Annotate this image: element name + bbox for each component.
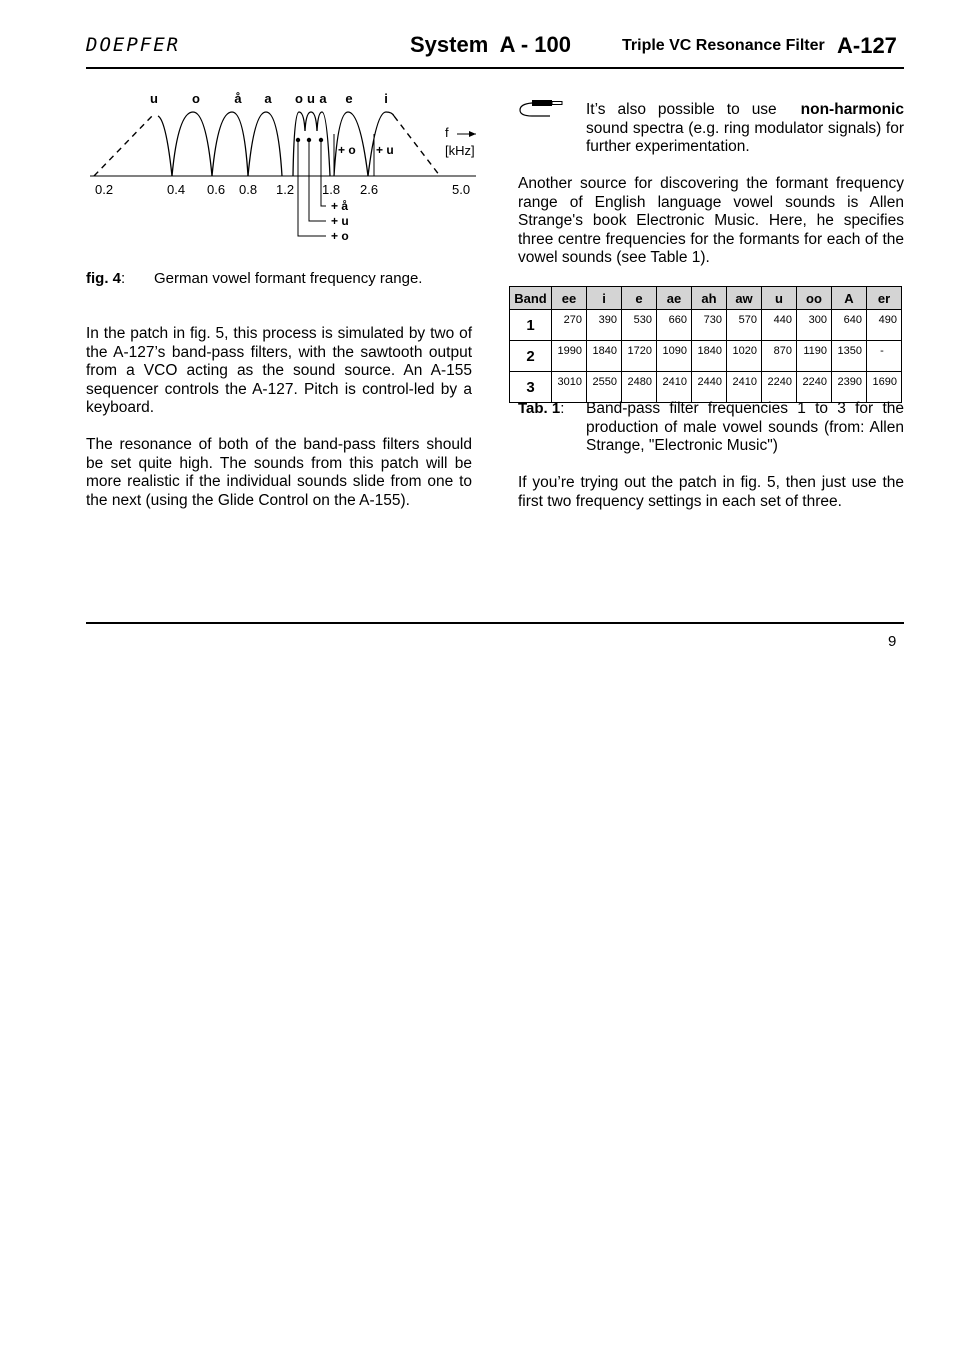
table-cell: 530 [622,310,657,341]
table-row [510,372,902,403]
table-cell: 1720 [622,341,657,372]
table-caption-sep: : [560,400,565,417]
table-cell: 490 [867,310,902,341]
table-cell: 1990 [552,341,587,372]
table-header: u [762,287,797,310]
paragraph-resonance: The resonance of both of the band-pass filters should be set quite high. The sounds from this patch will be more realistic if the individual sounds slide from one to the next (using the Glide Control on the A-155). [86,436,472,509]
table-cell: 2410 [657,372,692,403]
dashed-left [94,114,154,176]
paragraph-tryout: If you’re trying out the patch in fig. 5, then just use the first two frequency settings in each set of three. [518,474,904,510]
table-cell: 1350 [832,341,867,372]
table-cell: 640 [832,310,867,341]
vowel-label: u [307,91,315,106]
stack-label: + o [331,229,349,243]
caption-sep: : [121,270,126,287]
table-cell: 1840 [587,341,622,372]
figure-caption [86,270,125,287]
freq-label: 2.6 [360,182,379,197]
table-cell: 2550 [587,372,622,403]
table-cell: 2240 [797,372,832,403]
band-cell: 2 [510,341,552,372]
table-cell: 1020 [727,341,762,372]
vowel-label: a [264,91,272,106]
f-label: f [445,125,449,140]
freq-label: 0.8 [239,182,258,197]
formant-diagram [86,86,486,251]
product-name: Triple VC Resonance Filter [622,37,825,54]
table-header: Band [510,287,552,310]
caption-label: fig. 4 [86,270,122,287]
note-paragraph [586,101,904,157]
table-row [510,341,902,372]
table-header-row [510,287,902,310]
table-row [510,310,902,341]
doepfer-logo: DOEPFER [86,34,181,56]
vowel-label: e [345,91,353,106]
vowel-label: u [150,91,158,106]
table-cell: 730 [692,310,727,341]
arch-u-left [158,116,172,176]
table-cell: 2410 [727,372,762,403]
paragraph-source: Another source for discovering the formant frequency range of English language vowel sounds is Allen Strange's book Electronic Music. Here, he specifies three centre frequencies for the formants for each of the vowel sounds (see Table 1). [518,175,904,266]
stack-label: + u [331,214,349,228]
table-cell: 1690 [867,372,902,403]
table-cell: 300 [797,310,832,341]
freq-label: 1.8 [322,182,341,197]
table-cell: 660 [657,310,692,341]
table-cell: 2390 [832,372,867,403]
table-cell: 2240 [762,372,797,403]
f-arrow-head [469,131,476,137]
freq-label: 0.4 [167,182,186,197]
note-suffix: sound spectra (e.g. ring modulator signals) for further experimentation. [586,119,904,155]
table-header: A [832,287,867,310]
table-header: ah [692,287,727,310]
vowel-label: o [192,91,200,106]
freq-label: 5.0 [452,182,471,197]
freq-label: 0.6 [207,182,226,197]
system-title: System A - 100 [410,32,572,57]
arch-aa [212,112,248,176]
table-caption-label: Tab. 1 [518,400,561,417]
note-prefix: It’s also possible to use [586,101,801,118]
band-cell: 1 [510,310,552,341]
table-cell: 870 [762,341,797,372]
table-header: oo [797,287,832,310]
figure-caption-text: German vowel formant frequency range. [154,270,423,287]
plus-u-label: + u [376,143,394,157]
vowel-label: o [295,91,303,106]
page-number: 9 [888,633,897,650]
freq-label: 0.2 [95,182,114,197]
vowel-label: a [319,91,327,106]
unit-label: [kHz] [445,143,475,158]
note-bold: non-harmonic [800,101,904,118]
plus-o-label: + o [338,143,356,157]
band-cell: 3 [510,372,552,403]
arch-o [172,112,212,176]
table-cell: 1840 [692,341,727,372]
freq-label: 1.2 [276,182,295,197]
table-cell: 1190 [797,341,832,372]
table-cell: 570 [727,310,762,341]
model-number: A-127 [837,33,897,58]
dashed-right [394,116,440,176]
arch-a [248,112,282,176]
arch-oua [293,112,330,176]
table-cell: 1090 [657,341,692,372]
table-cell: 3010 [552,372,587,403]
table-cell: - [867,341,902,372]
table-caption [518,400,564,417]
table-caption-text: Band-pass filter frequencies 1 to 3 for the production of male vowel sounds (from: Allen Strange, "Electronic Music") [586,400,904,454]
table-header: e [622,287,657,310]
table-cell: 2480 [622,372,657,403]
table-header: ee [552,287,587,310]
vowel-label: å [234,91,242,106]
plug-icon [518,96,568,120]
header-rule [86,67,904,69]
table-cell: 390 [587,310,622,341]
table-header: aw [727,287,762,310]
table-cell: 2440 [692,372,727,403]
table-header: ae [657,287,692,310]
paragraph-patch: In the patch in fig. 5, this process is simulated by two of the A-127’s band-pass filters, with the sawtooth output from a VCO acting as the sound source. An A-155 sequencer controls the A-127. Pitch is control-led by a keyboard. [86,325,472,416]
table-cell: 270 [552,310,587,341]
formant-table [509,286,902,403]
table-header: er [867,287,902,310]
bracket-u [309,140,326,221]
footer-rule [86,622,904,624]
table-cell: 440 [762,310,797,341]
vowel-label: i [384,91,388,106]
stack-label: + å [331,199,349,213]
table-header: i [587,287,622,310]
